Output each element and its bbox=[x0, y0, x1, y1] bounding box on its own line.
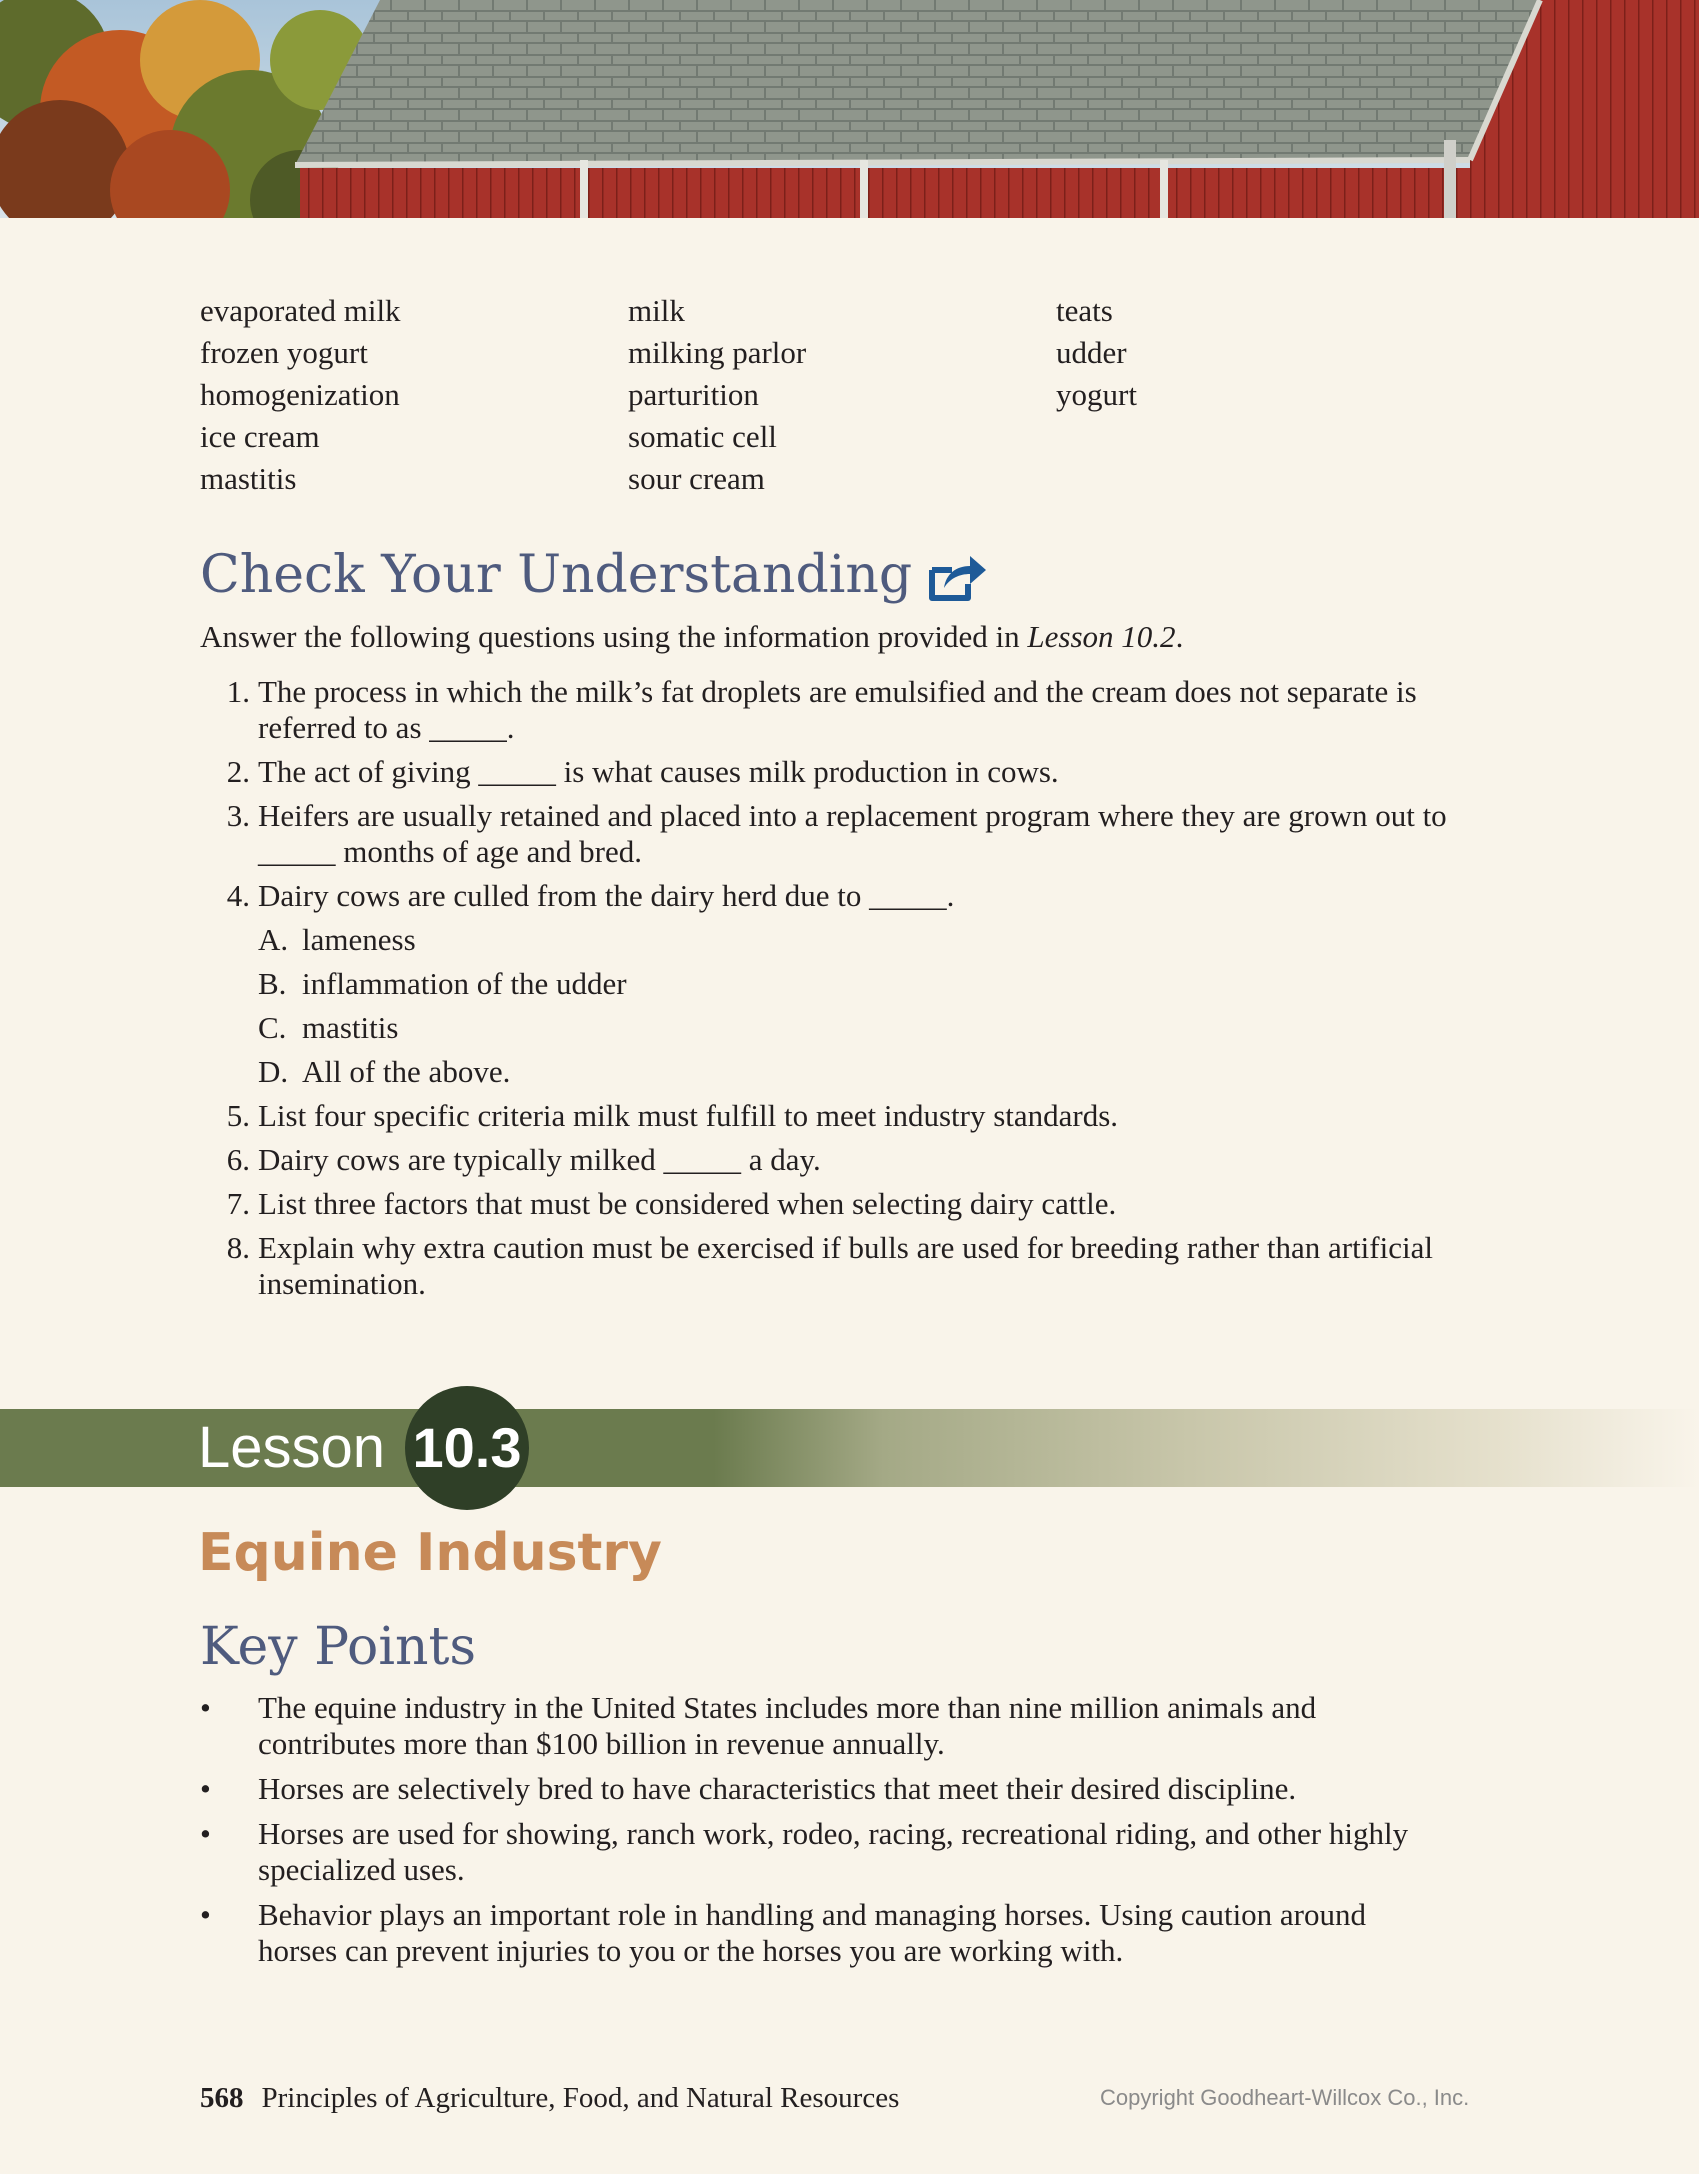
page-footer bbox=[200, 2080, 899, 2116]
page-number: 568 bbox=[200, 2082, 244, 2114]
option-text: mastitis bbox=[302, 1010, 399, 1045]
question-number: 7. bbox=[226, 1186, 250, 1221]
answer-option bbox=[200, 966, 1450, 1002]
instructions-end: . bbox=[1175, 619, 1184, 654]
question-list bbox=[200, 674, 1450, 1302]
vocab-term: parturition bbox=[628, 377, 759, 412]
option-text: lameness bbox=[302, 922, 416, 957]
question-number: 8. bbox=[226, 1230, 250, 1265]
vocab-term: somatic cell bbox=[628, 419, 777, 454]
question-text: Explain why extra caution must be exercised if bulls are used for breeding rather than artificial insemination. bbox=[258, 1230, 1433, 1301]
vocab-term: frozen yogurt bbox=[200, 335, 368, 370]
question-text: List four specific criteria milk must fulfill to meet industry standards. bbox=[258, 1098, 1119, 1133]
header-barn-photo bbox=[0, 0, 1699, 218]
question-text: The process in which the milk’s fat droplets are emulsified and the cream does not separate is referred to as _____. bbox=[258, 674, 1417, 745]
question-item bbox=[200, 754, 1450, 790]
vocab-term: teats bbox=[1056, 293, 1113, 328]
question-number: 5. bbox=[226, 1098, 250, 1133]
question-item bbox=[200, 1142, 1450, 1178]
check-understanding-heading bbox=[200, 540, 988, 610]
check-understanding-title: Check Your Understanding bbox=[200, 545, 913, 605]
question-item bbox=[200, 798, 1450, 870]
question-number: 6. bbox=[226, 1142, 250, 1177]
bullet-icon: • bbox=[200, 1816, 211, 1851]
key-points-list bbox=[200, 1690, 1450, 1978]
lesson-reference: Lesson 10.2 bbox=[1027, 619, 1176, 654]
vocabulary-column-1 bbox=[200, 290, 401, 500]
question-number: 4. bbox=[226, 878, 250, 913]
vocab-term: yogurt bbox=[1056, 377, 1137, 412]
bullet-icon: • bbox=[200, 1897, 211, 1932]
book-title: Principles of Agriculture, Food, and Natural Resources bbox=[261, 2082, 900, 2114]
question-text: Dairy cows are culled from the dairy herd due to _____. bbox=[258, 878, 955, 913]
instructions bbox=[200, 616, 1183, 658]
key-point-text: Horses are used for showing, ranch work, rodeo, racing, recreational riding, and other highly specialized uses. bbox=[258, 1816, 1409, 1887]
option-letter: B. bbox=[258, 966, 287, 1001]
option-text: All of the above. bbox=[302, 1054, 511, 1089]
key-point-item bbox=[200, 1771, 1450, 1807]
answer-option bbox=[200, 1054, 1450, 1090]
answer-option bbox=[200, 1010, 1450, 1046]
vocab-term: milk bbox=[628, 293, 685, 328]
key-point-item bbox=[200, 1897, 1450, 1969]
bullet-icon: • bbox=[200, 1771, 211, 1806]
key-point-text: Behavior plays an important role in handling and managing horses. Using caution around horses can prevent injuries to you or the horses you are working with. bbox=[258, 1897, 1367, 1968]
question-text: List three factors that must be considered when selecting dairy cattle. bbox=[258, 1186, 1117, 1221]
lesson-label: Lesson bbox=[198, 1415, 386, 1480]
question-number: 3. bbox=[226, 798, 250, 833]
option-letter: C. bbox=[258, 1010, 287, 1045]
answer-option bbox=[200, 922, 1450, 958]
share-icon[interactable] bbox=[928, 550, 988, 600]
key-point-item bbox=[200, 1816, 1450, 1888]
vocab-term: ice cream bbox=[200, 419, 320, 454]
copyright-notice: Copyright Goodheart-Willcox Co., Inc. bbox=[1100, 2085, 1470, 2110]
option-letter: D. bbox=[258, 1054, 289, 1089]
question-number: 2. bbox=[226, 754, 250, 789]
question-item bbox=[200, 1186, 1450, 1222]
bullet-icon: • bbox=[200, 1690, 211, 1725]
option-letter: A. bbox=[258, 922, 289, 957]
vocab-term: mastitis bbox=[200, 461, 297, 496]
vocabulary-column-2 bbox=[628, 290, 806, 500]
question-item bbox=[200, 878, 1450, 914]
question-text: The act of giving _____ is what causes milk production in cows. bbox=[258, 754, 1059, 789]
key-point-text: Horses are selectively bred to have characteristics that meet their desired discipline. bbox=[258, 1771, 1297, 1806]
vocabulary-column-3 bbox=[1056, 290, 1137, 416]
question-item bbox=[200, 1098, 1450, 1134]
key-point-item bbox=[200, 1690, 1450, 1762]
question-item bbox=[200, 674, 1450, 746]
option-text: inflammation of the udder bbox=[302, 966, 627, 1001]
key-points-heading: Key Points bbox=[200, 1617, 477, 1677]
question-text: Heifers are usually retained and placed into a replacement program where they are grown out to _____ months of age and bred. bbox=[258, 798, 1447, 869]
question-item bbox=[200, 1230, 1450, 1302]
lesson-number-badge: 10.3 bbox=[405, 1386, 529, 1510]
vocab-term: udder bbox=[1056, 335, 1127, 370]
instructions-text: Answer the following questions using the information provided in bbox=[200, 619, 1028, 654]
lesson-title: Equine Industry bbox=[198, 1523, 662, 1583]
vocab-term: homogenization bbox=[200, 377, 400, 412]
vocab-term: sour cream bbox=[628, 461, 765, 496]
question-text: Dairy cows are typically milked _____ a day. bbox=[258, 1142, 821, 1177]
vocab-term: evaporated milk bbox=[200, 293, 401, 328]
question-number: 1. bbox=[226, 674, 250, 709]
vocab-term: milking parlor bbox=[628, 335, 807, 370]
key-point-text: The equine industry in the United States includes more than nine million animals and contributes more than $100 billion in revenue annually. bbox=[258, 1690, 1317, 1761]
